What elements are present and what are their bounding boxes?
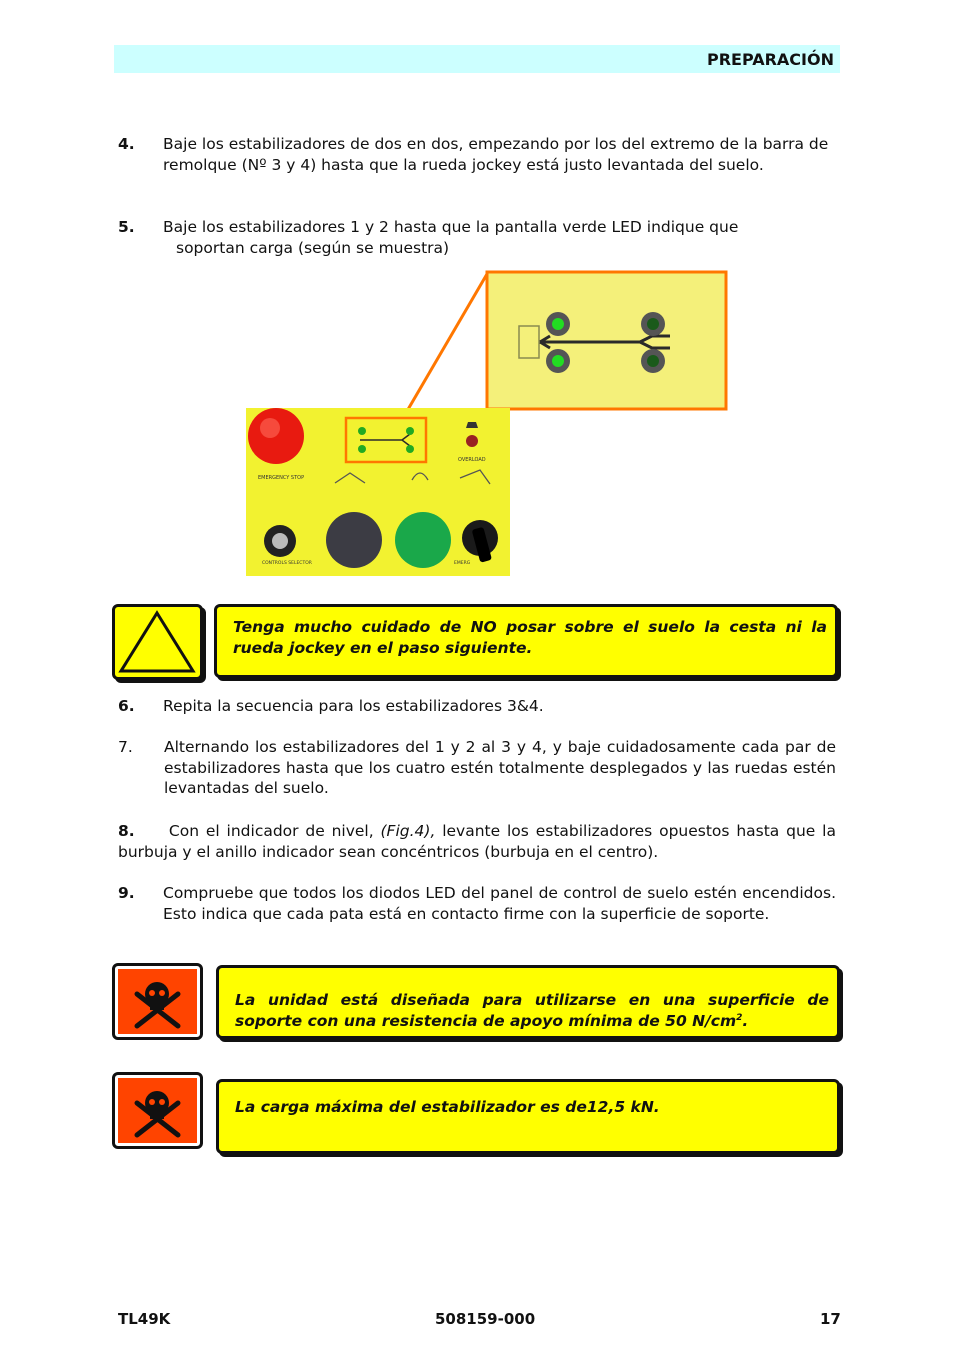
controls-selector-label: CONTROLS SELECTOR — [262, 561, 312, 566]
step-number: 9. — [118, 884, 135, 902]
step-text: Alternando los estabilizadores del 1 y 2 al 3 y 4, y baje cuidadosamente cada par de estabilizadores hasta que los cuatro estén totalmente desplegados y las ruedas estén levantadas del suelo. — [164, 738, 836, 797]
led-1 — [546, 312, 570, 336]
step-number: 4. — [118, 135, 135, 153]
green-pushbutton — [395, 512, 451, 568]
footer-page-number: 17 — [820, 1310, 841, 1328]
danger-sign-1 — [112, 963, 203, 1040]
step-text: Baje los estabilizadores de dos en dos, empezando por los del extremo de la barra de remolque (Nº 3 y 4) hasta que la rueda jockey está justo levantada del suelo. — [163, 135, 829, 174]
caution-triangle-icon — [115, 607, 200, 677]
overload-icon — [466, 422, 478, 428]
step-text: Repita la secuencia para los estabilizadores 3&4. — [163, 697, 544, 715]
step-text-line-1: Baje los estabilizadores 1 y 2 hasta que la pantalla verde LED indique que — [163, 218, 739, 236]
step-number: 5. — [118, 218, 135, 236]
step-text-pre: Con el indicador de nivel, — [168, 822, 381, 840]
step-number: 6. — [118, 697, 135, 715]
callout-connector — [403, 274, 487, 418]
led-2 — [546, 349, 570, 373]
danger-sign-2 — [112, 1072, 203, 1149]
step-text: Compruebe que todos los diodos LED del panel de control de suelo estén encendidos. Esto indica que cada pata está en contacto firme con la superficie de soporte. — [163, 884, 836, 923]
footer-document-code: 508159-000 — [435, 1310, 536, 1328]
header-band — [114, 45, 840, 73]
control-panel-figure — [240, 268, 732, 580]
superscript: 2 — [736, 1012, 743, 1023]
led-3 — [641, 312, 665, 336]
section-title: PREPARACIÓN — [706, 50, 834, 69]
skull-crossbones-icon — [115, 1075, 200, 1146]
step-text-line-2: soportan carga (según se muestra) — [176, 238, 450, 257]
figure-reference: (Fig.4), — [380, 822, 436, 840]
caution-sign — [112, 604, 203, 680]
warning-text: La unidad está diseñada para utilizarse en una superficie de soporte con una resistencia de apoyo mínima de 50 N/cm — [235, 991, 829, 1030]
dark-pushbutton — [326, 512, 382, 568]
warning-box-3 — [216, 1079, 840, 1154]
overload-led — [466, 435, 478, 447]
step-text-post: levante los estabilizadores opuestos hasta que la burbuja y el anillo indicador sean concéntricos (burbuja en el centro). — [118, 822, 836, 861]
warning-text: La carga máxima del estabilizador es de12,5 kN. — [235, 1098, 660, 1116]
overload-label: OVERLOAD — [458, 457, 486, 463]
warning-box-2: La unidad está diseñada para utilizarse en una superficie de soporte con una resistencia de apoyo mínima de 50 $N/cm^2$. — [216, 965, 840, 1039]
warning-box-1 — [214, 604, 838, 678]
step-8 — [118, 821, 836, 862]
skull-crossbones-icon — [115, 966, 200, 1037]
led-4 — [641, 349, 665, 373]
emergency-small-label: EMERG — [454, 561, 471, 566]
emergency-stop-label: EMERGENCY STOP — [258, 475, 305, 481]
footer-model: TL49K — [118, 1310, 171, 1328]
warning-text: Tenga mucho cuidado de NO posar sobre el suelo la cesta ni la rueda jockey en el paso siguiente. — [233, 618, 827, 657]
step-number: 8. — [118, 822, 135, 840]
step-number: 7. — [118, 738, 133, 756]
